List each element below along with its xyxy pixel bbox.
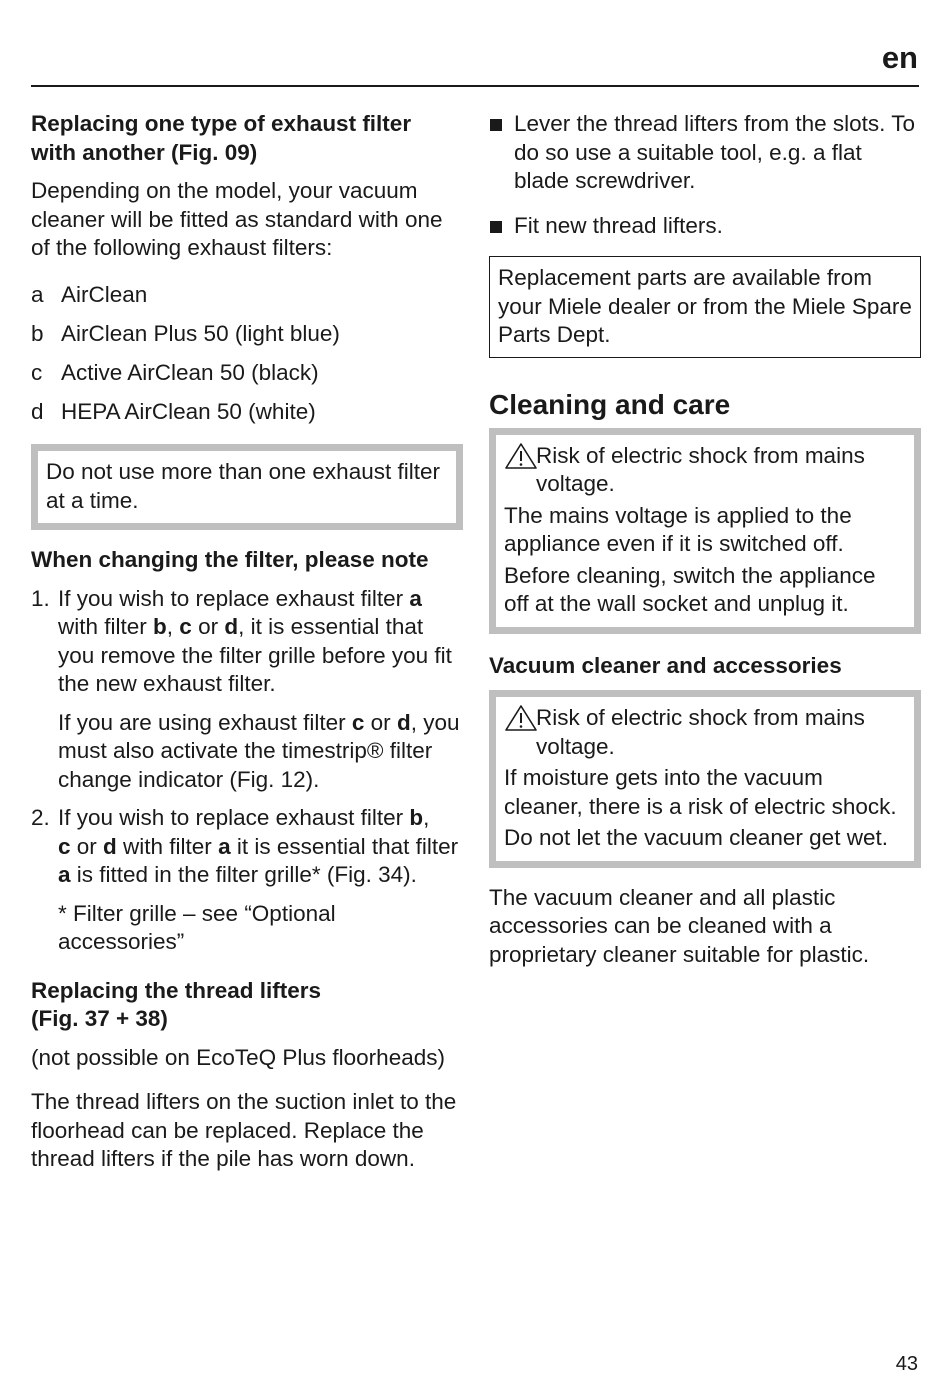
warning-text: Before cleaning, switch the appliance off at the wall socket and unplug it. (504, 562, 876, 616)
step-1: 1. If you wish to replace exhaust filter a with filter b, c or d, it is essential that you remove the filter grille before you fit the new exhaust filter. (31, 585, 452, 696)
warning-text: The mains voltage is applied to the appliance even if it is switched off. (504, 502, 852, 556)
list-item: a AirClean (31, 281, 148, 307)
bullet-item: Fit new thread lifters. (489, 212, 921, 241)
warning-box-cleaning (489, 428, 921, 634)
square-bullet-icon (489, 212, 514, 241)
page-number: 43 (895, 1353, 918, 1375)
right-column (489, 110, 921, 969)
left-column (31, 110, 463, 1174)
filter-list (31, 281, 463, 427)
warning-triangle-icon (504, 442, 540, 470)
step-1-note: If you are using exhaust filter c or d, you must also activate the timestrip® filter change indicator (Fig. 12). (58, 709, 460, 792)
step-2-footnote: * Filter grille – see “Optional accessories” (58, 900, 336, 954)
warning-text: Do not let the vacuum cleaner get wet. (504, 825, 888, 850)
header-rule (31, 85, 919, 87)
filter-note-text: Do not use more than one exhaust filter at a time. (46, 459, 440, 513)
intro-text: Depending on the model, your vacuum cleaner will be fitted as standard with one of the following exhaust filters: (31, 178, 443, 260)
parts-note-box (489, 256, 921, 358)
cleaning-text: The vacuum cleaner and all plastic accessories can be cleaned with a proprietary cleaner suitable for plastic. (489, 884, 870, 967)
step-2: 2. If you wish to replace exhaust filter b, c or d with filter a it is essential that filter a is fitted in the filter grille* (Fig. 34). (31, 805, 459, 887)
square-bullet-icon (489, 110, 514, 196)
warning-heading: Risk of electric shock from mains voltage. (536, 705, 865, 759)
list-item: b AirClean Plus 50 (light blue) (31, 320, 340, 346)
warning-triangle-icon (504, 704, 540, 732)
parts-note-text: Replacement parts are available from your Miele dealer or from the Miele Spare Parts Dept. (498, 265, 912, 347)
warning-text: If moisture gets into the vacuum cleaner, there is a risk of electric shock. (504, 765, 897, 819)
language-code: en (881, 40, 918, 75)
bullet-item: Lever the thread lifters from the slots. To do so use a suitable tool, e.g. a flat blade screwdriver. (489, 110, 921, 196)
subheading-vacuum-accessories: Vacuum cleaner and accessories (489, 652, 842, 678)
heading-thread-lifters: Replacing the thread lifters (Fig. 37 + 38) (31, 977, 322, 1031)
heading-replacing-filter: Replacing one type of exhaust filter with another (Fig. 09) (31, 111, 412, 165)
not-possible-note: (not possible on EcoTeQ Plus floorheads) (31, 1044, 445, 1070)
section-title: Cleaning and care (489, 388, 731, 420)
list-item: c Active AirClean 50 (black) (31, 359, 319, 385)
filter-note-box (31, 444, 463, 530)
thread-lifter-text: The thread lifters on the suction inlet to the floorhead can be replaced. Replace the thread lifters if the pile has worn down. (31, 1089, 457, 1171)
warning-heading: Risk of electric shock from mains voltage. (536, 442, 865, 496)
heading-changing-filter: When changing the filter, please note (31, 547, 429, 572)
warning-box-moisture (489, 690, 921, 868)
list-item: d HEPA AirClean 50 (white) (31, 398, 316, 424)
